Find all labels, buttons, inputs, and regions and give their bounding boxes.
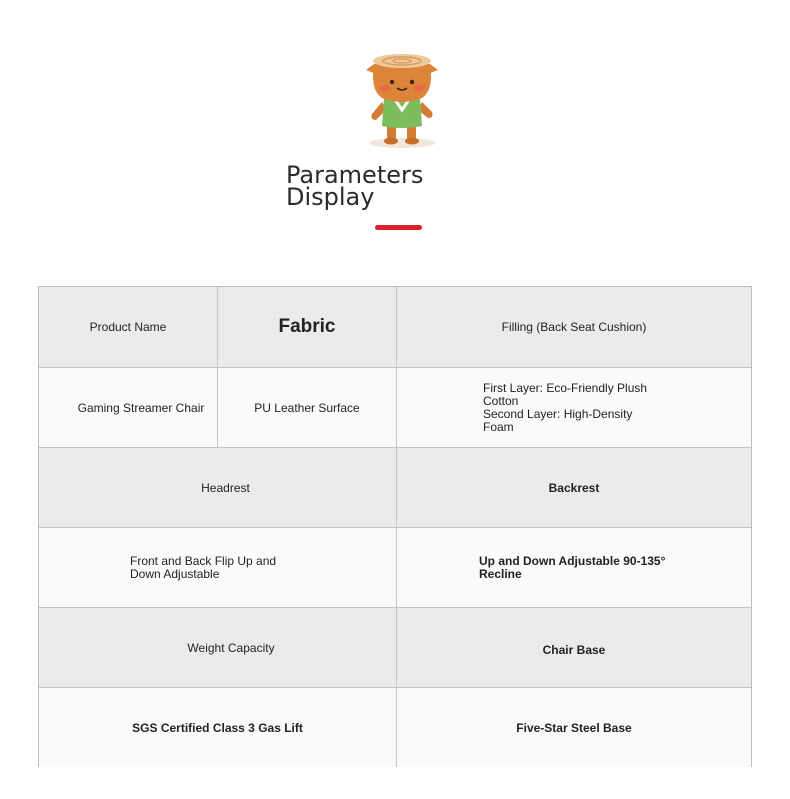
- table-cell: Weight Capacity: [187, 641, 275, 655]
- table-cell: Front and Back Flip Up and Down Adjustable: [130, 554, 277, 581]
- table-row: [39, 447, 751, 528]
- tree-stump-mascot-icon: [362, 50, 442, 150]
- table-row: [39, 687, 751, 767]
- title-underline: [375, 225, 422, 230]
- table-cell: Filling (Back Seat Cushion): [396, 287, 751, 367]
- table-cell: Backrest: [396, 448, 751, 528]
- table-cell: Fabric: [217, 287, 396, 367]
- table-cell: Up and Down Adjustable 90-135° Recline: [396, 528, 751, 608]
- table-cell: Product Name: [89, 320, 167, 334]
- table-row: [39, 607, 751, 688]
- table-row: [39, 287, 751, 367]
- table-cell: Five-Star Steel Base: [396, 688, 751, 767]
- table-row: [39, 527, 751, 608]
- table-cell: SGS Certified Class 3 Gas Lift: [132, 720, 303, 735]
- table-row: [39, 367, 751, 448]
- table-cell: Gaming Streamer Chair: [77, 401, 205, 415]
- page-title: Parameters Display: [286, 161, 424, 211]
- table-cell: First Layer: Eco-Friendly Plush Cotton Second Layer: High-Density Foam: [396, 368, 751, 448]
- table-cell: Headrest: [201, 481, 250, 495]
- parameters-table: [38, 286, 752, 767]
- table-cell: PU Leather Surface: [217, 368, 396, 448]
- table-cell: Chair Base: [396, 608, 751, 688]
